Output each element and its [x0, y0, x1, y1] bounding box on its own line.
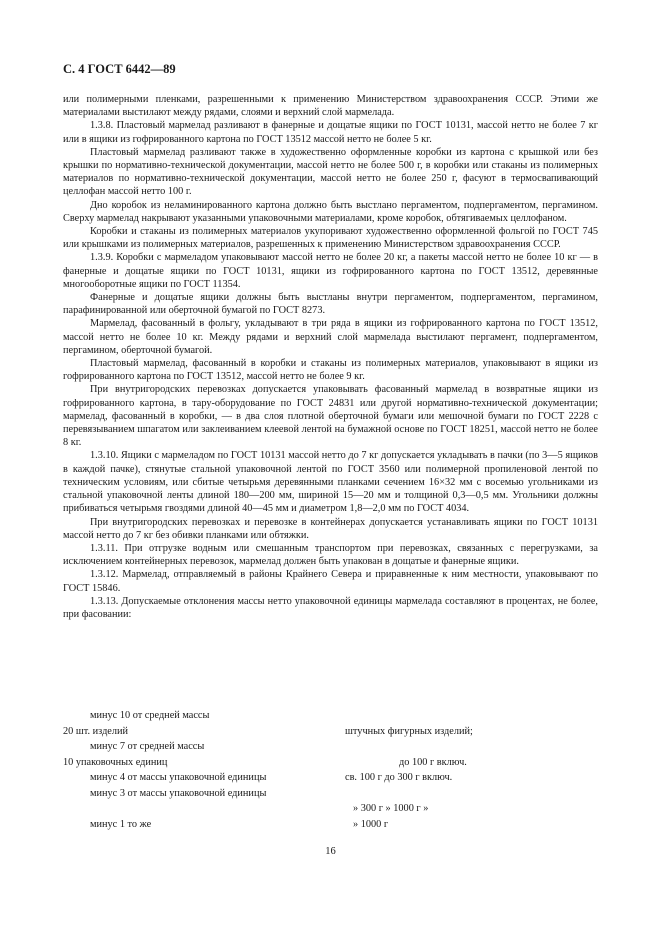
page-header: С. 4 ГОСТ 6442—89 — [63, 62, 176, 76]
mass-range: св. 100 г до 300 г включ. — [345, 772, 453, 783]
page-number: 16 — [325, 846, 336, 857]
table-row — [63, 708, 598, 724]
tolerance-value: 10 упаковочных единиц — [63, 756, 168, 768]
mass-range: штучных фигурных изделий; — [345, 725, 473, 737]
paragraph: 1.3.11. При отгрузке водным или смешанным транспортом при перевозках, связанных с перегрузками, за исключением контейнерных перевозок, мармелад должен быть упакован в дощатые и фанерные ящики. — [63, 542, 598, 568]
tolerance-value: минус 7 от средней массы — [90, 741, 205, 752]
tolerance-table — [63, 708, 598, 832]
mass-range: » 300 г » 1000 г » — [353, 803, 429, 814]
body-text — [63, 93, 598, 621]
paragraph: Фанерные и дощатые ящики должны быть выстланы внутри пергаментом, подпергаментом, пергамином, парафинированной или оберточной бумагой по ГОСТ 8273. — [63, 292, 598, 317]
paragraph: 1.3.9. Коробки с мармеладом упаковывают массой нетто не более 20 кг, а пакеты массой нетто не более 10 кг — в фанерные и дощатые ящики по ГОСТ 10131, ящики из гофрированного картона по ГОСТ 13512, деревянные многооборотные ящики по ГОСТ 11354. — [63, 252, 598, 290]
paragraph: 1.3.13. Допускаемые отклонения массы нетто упаковочной единицы мармелада составляют в процентах, не более, при фасовании: — [63, 595, 598, 620]
table-row — [63, 724, 598, 740]
table-row — [63, 801, 598, 817]
table-row — [63, 739, 598, 755]
paragraph: или полимерными пленками, разрешенными к применению Министерством здравоохранения СССР. Этими же материалами выстилают между рядами, слоями и верхний слой мармелада. — [63, 94, 598, 119]
table-row — [63, 786, 598, 802]
mass-range: » 1000 г — [353, 818, 389, 830]
mass-range: до 100 г включ. — [399, 756, 467, 768]
paragraph: Пластовый мармелад разливают также в художественно оформленные коробки из картона с крышкой или без крышки по нормативно-технической документации, массой нетто не более 500 г, в коробки или стаканы из полимерных материалов по нормативно-технической документации, массой нетто не более 250 г, фасуют в термосвапивающий целлофан массой нетто 100 г. — [63, 146, 598, 198]
paragraph: 1.3.8. Пластовый мармелад разливают в фанерные и дощатые ящики по ГОСТ 10131, массой нетто не более 7 кг или в ящики из гофрированного картона по ГОСТ 13512 массой нетто не более 5 кг. — [63, 120, 598, 145]
paragraph: При внутригородских перевозках допускается упаковывать фасованный мармелад в возвратные ящики из гофрированного картона, в тару-оборудование по ГОСТ 24831 или другой нормативно-технической документации; мармелад, фасованный в коробки, — в два слоя плотной оберточной бумаги или мешочной бумаги по ГОСТ 2228 с перевязыванием шпагатом или заклеиванием клеевой лентой на бумажной основе по ГОСТ 18251, массой нетто не более 8 кг. — [63, 384, 598, 449]
paragraph: 1.3.12. Мармелад, отправляемый в районы Крайнего Севера и приравненные к ним местности, упаковывают по ГОСТ 15846. — [63, 569, 598, 594]
paragraph: Пластовый мармелад, фасованный в коробки и стаканы из полимерных материалов, упаковывают в ящики из гофрированного картона по ГОСТ 13512, массой нетто не более 9 кг. — [63, 358, 598, 383]
table-row — [63, 770, 598, 786]
paragraph: При внутригородских перевозках и перевозке в контейнерах допускается устанавливать ящики по ГОСТ 10131 массой нетто до 7 кг без обивки планками или обтяжки. — [63, 516, 598, 541]
table-row — [63, 817, 598, 833]
paragraph: Дно коробок из неламинированного картона должно быть выстлано пергаментом, подпергаментом, пергамином. Сверху мармелад накрывают указанными упаковочными материалами, кроме коробок, обтягиваемых целлофаном. — [63, 199, 598, 224]
paragraph: 1.3.10. Ящики с мармеладом по ГОСТ 10131 массой нетто до 7 кг допускается укладывать в пачки (по 3—5 ящиков в каждой пачке), стянутые стальной упаковочной лентой по ГОСТ 3560 или полимерной пропиленовой лентой по техническим условиям, или сбитые четырьмя деревянными планками сечением 16×32 мм с восемью угольниками из стальной упаковочной ленты длиной 180—200 мм, шириной 15—20 мм и толщиной 0,3—0,5 мм. Угольники должны прибиваться четырьмя гвоздями длиной 40—45 мм и диаметром 1,8—2,0 мм по ГОСТ 4034. — [63, 450, 598, 515]
tolerance-value: минус 1 то же — [90, 818, 152, 830]
tolerance-value: минус 4 от массы упаковочной единицы — [90, 772, 267, 783]
tolerance-value: минус 10 от средней массы — [90, 710, 210, 721]
paragraph: Коробки и стаканы из полимерных материалов укупоривают художественно оформленной фольгой по ГОСТ 745 или крышками из полимерных материалов, разрешенных к применению Министерством здравоохранения СССР. — [63, 226, 598, 251]
paragraph: Мармелад, фасованный в фольгу, укладывают в три ряда в ящики из гофрированного картона по ГОСТ 13512, массой нетто не более 10 кг. Между рядами и верхний слой мармелада выстилают пергамент, подпергаментом, пергамином, оберточной бумагой. — [63, 318, 598, 356]
tolerance-value: 20 шт. изделий — [63, 725, 129, 737]
table-row — [63, 755, 598, 771]
tolerance-value: минус 3 от массы упаковочной единицы — [90, 787, 267, 799]
